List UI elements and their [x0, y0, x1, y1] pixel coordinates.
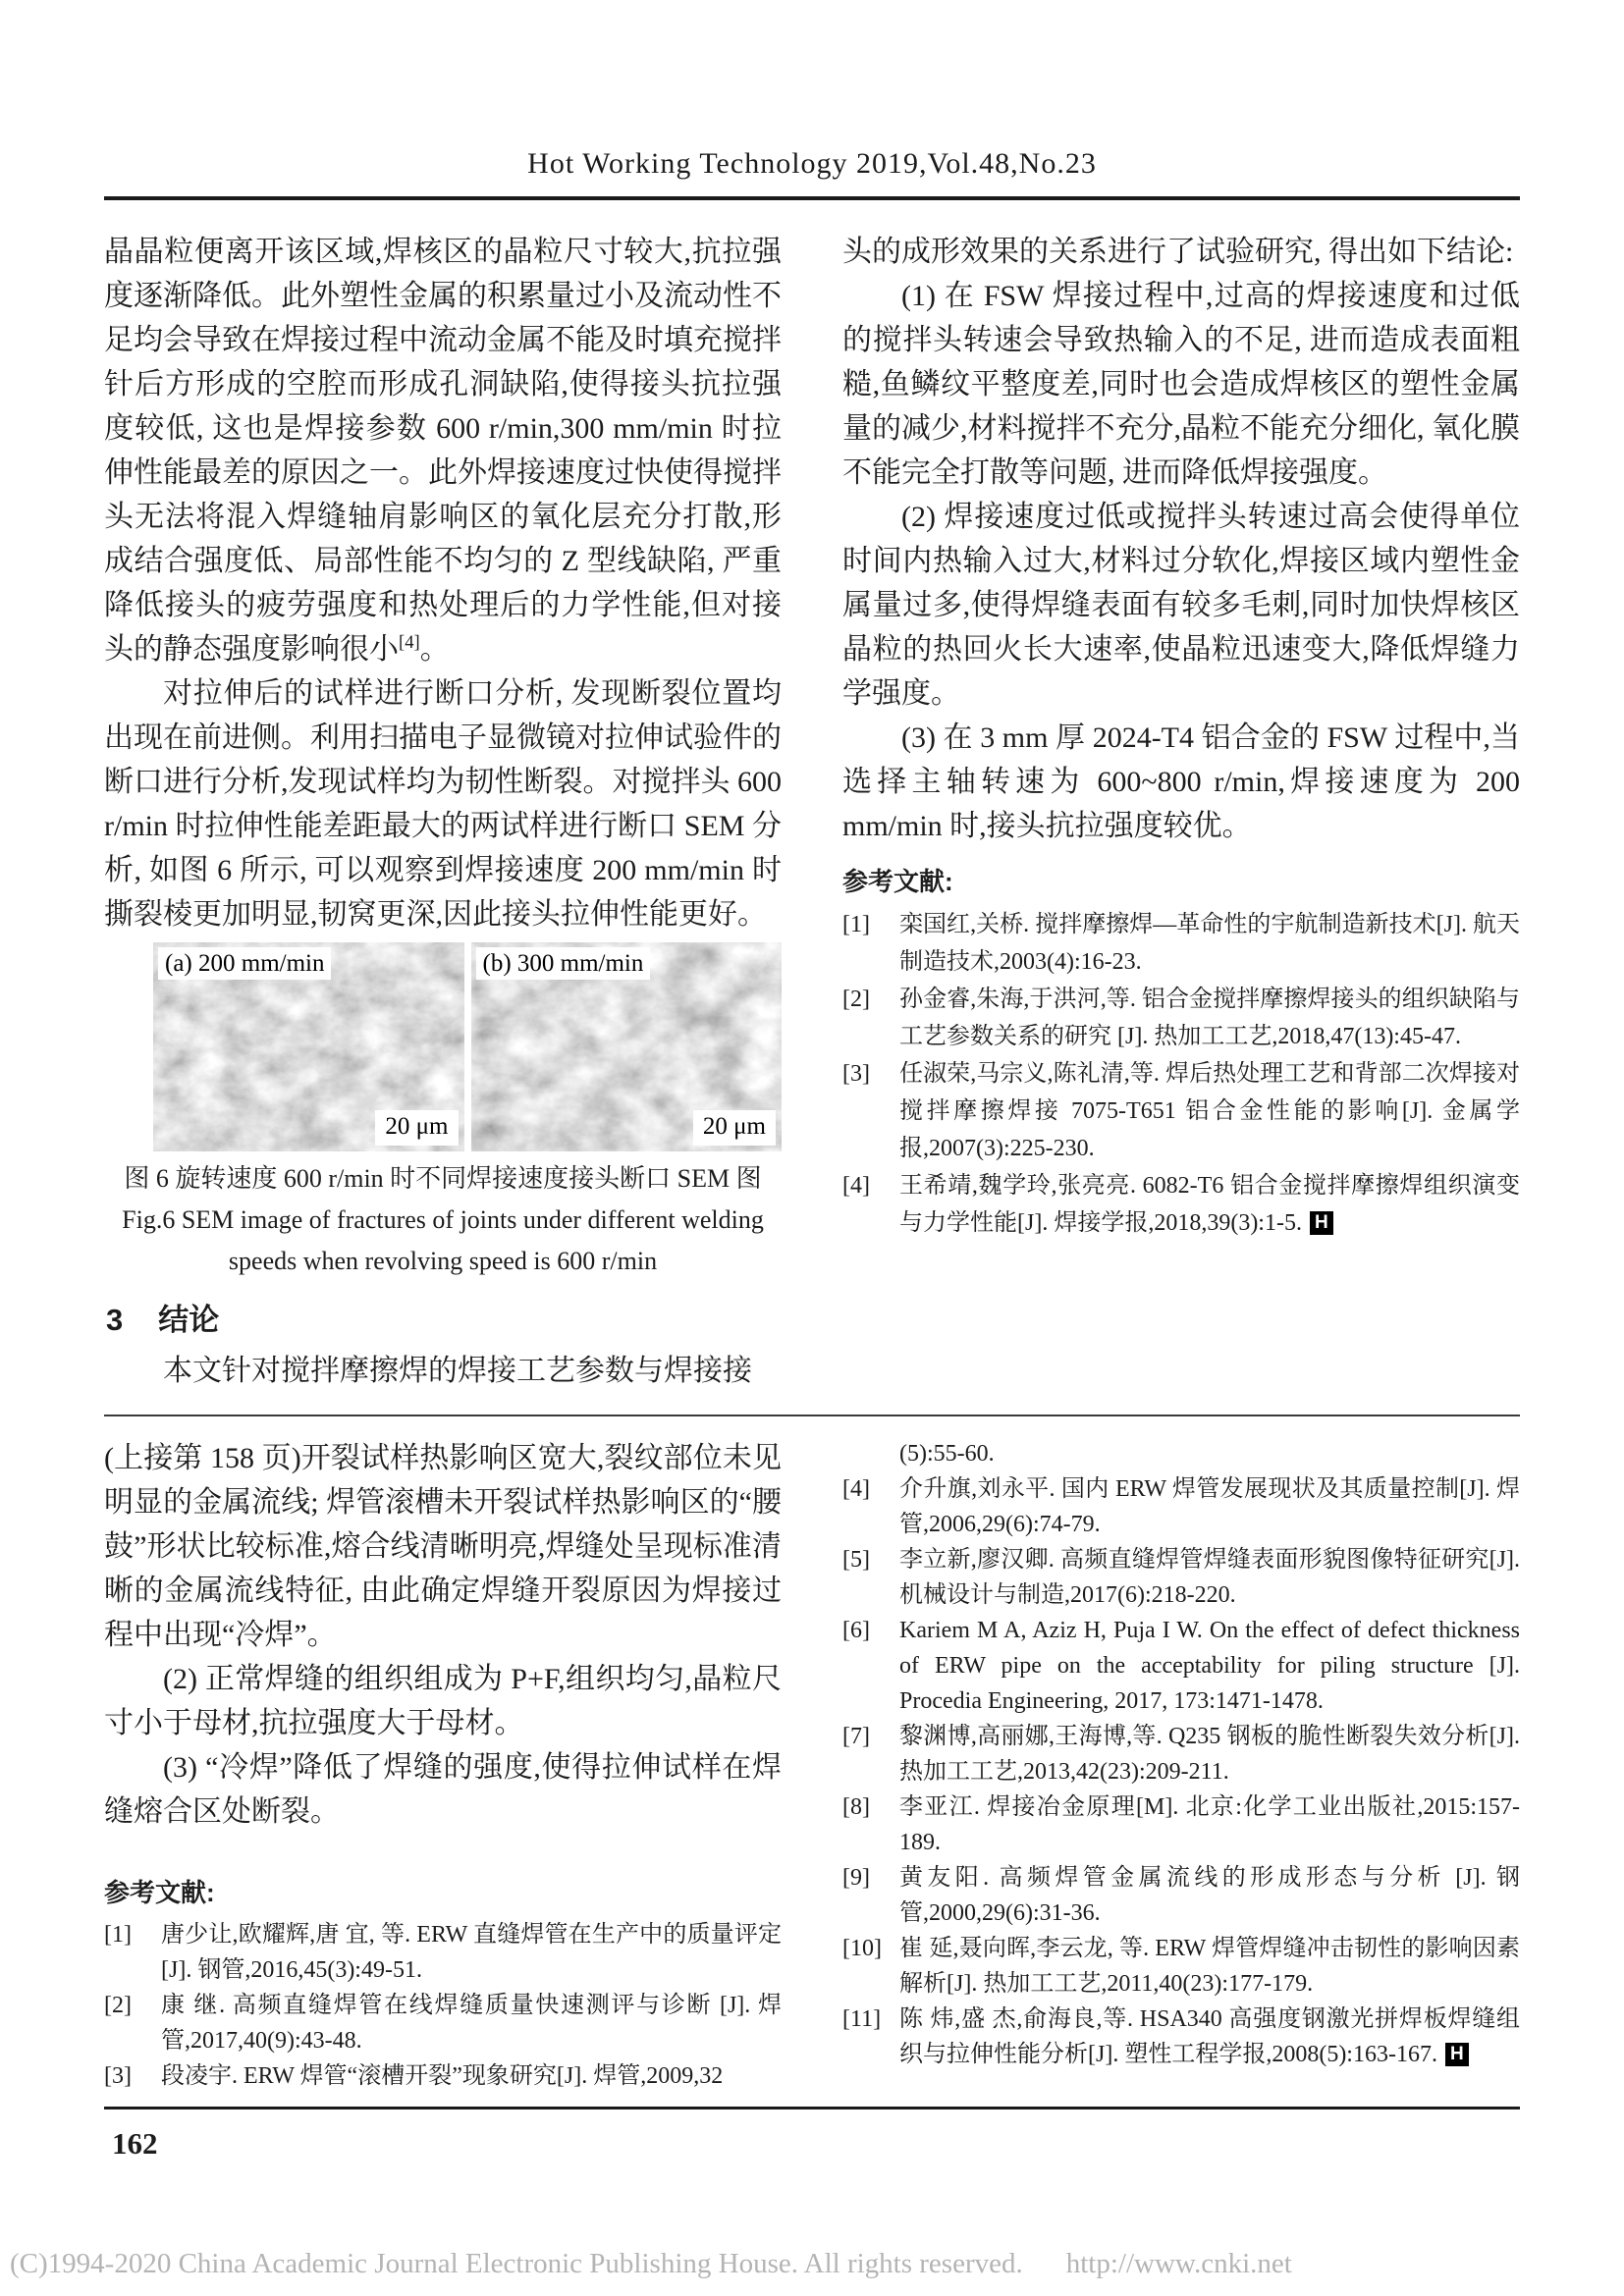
- reference-number: [1]: [842, 912, 870, 937]
- reference-number: [5]: [842, 1547, 870, 1573]
- reference-text: 崔 延,聂向晖,李云龙, 等. ERW 焊管焊缝冲击韧性的影响因素解析[J]. 热加工工艺,2011,40(23):177-179.: [899, 1936, 1520, 1997]
- reference-item: [842, 1542, 1520, 1613]
- reference-text: 王希靖,魏学玲,张亮亮. 6082-T6 铝合金搅拌摩擦焊组织演变与力学性能[J]. 焊接学报,2018,39(3):1-5. H: [899, 1173, 1520, 1236]
- reference-number: [7]: [842, 1724, 870, 1749]
- reference-number: [3]: [842, 1061, 870, 1087]
- scale-bar-b: [693, 1110, 776, 1146]
- reference-continuation: (5):55-60.: [899, 1441, 995, 1467]
- reference-number: [3]: [104, 2063, 132, 2089]
- paragraph: (3) 在 3 mm 厚 2024-T4 铝合金的 FSW 过程中,当选择主轴转速为 600~800 r/min,焊接速度为 200 mm/min 时,接头抗拉强度较优。: [842, 721, 1520, 842]
- figure-6: [153, 942, 782, 1151]
- reference-number: [8]: [842, 1794, 870, 1820]
- references-list: [104, 1917, 782, 2094]
- sem-image-a: [153, 942, 464, 1151]
- section-number: 3: [106, 1303, 124, 1337]
- reference-item: [104, 2058, 782, 2094]
- reference-item: [842, 2002, 1520, 2072]
- reference-number: [2]: [842, 987, 870, 1012]
- reference-text: 李亚江. 焊接冶金原理[M]. 北京:化学工业出版社,2015:157-189.: [899, 1794, 1520, 1855]
- paragraph: (1) 在 FSW 焊接过程中,过高的焊接速度和过低的搅拌头转速会导致热输入的不足, 进而造成表面粗糙,鱼鳞纹平整度差,同时也会造成焊核区的塑性金属量的减少,材料搅拌不充分,晶粒不能充分细化, 氧化膜不能完全打散等问题, 进而降低焊接强度。: [842, 280, 1520, 489]
- scale-text-a: 20 μm: [385, 1113, 449, 1140]
- scale-text-b: 20 μm: [702, 1113, 766, 1140]
- sem-label-a: (a) 200 mm/min: [158, 947, 331, 980]
- footer-copyright-line: [10, 2248, 1292, 2280]
- reference-item: [842, 981, 1520, 1055]
- section-title: 结论: [158, 1303, 220, 1337]
- scale-bar-a: [375, 1110, 458, 1146]
- paragraph: 头的成形效果的关系进行了试验研究, 得出如下结论:: [842, 236, 1514, 268]
- reference-text: 唐少让,欧耀辉,唐 宜, 等. ERW 直缝焊管在生产中的质量评定[J]. 钢管,2016,45(3):49-51.: [161, 1922, 782, 1983]
- reference-item: [842, 1613, 1520, 1719]
- reference-text: 段凌宇. ERW 焊管“滚槽开裂”现象研究[J]. 焊管,2009,32: [161, 2063, 724, 2089]
- reference-text: 黎渊博,高丽娜,王海博,等. Q235 钢板的脆性断裂失效分析[J]. 热加工工艺,2013,42(23):209-211.: [899, 1724, 1520, 1785]
- references-list: [842, 1471, 1520, 2072]
- reference-item: [842, 1719, 1520, 1789]
- references-heading: 参考文献:: [104, 1878, 215, 1907]
- figure-caption-en-line1: Fig.6 SEM image of fractures of joints under different welding: [122, 1205, 764, 1234]
- reference-number: [6]: [842, 1618, 870, 1643]
- paragraph-text: 。: [419, 633, 450, 666]
- reference-text: 陈 炜,盛 杰,俞海良,等. HSA340 高强度钢激光拼焊板焊缝组织与拉伸性能分析[J]. 塑性工程学报,2008(5):163-167. H: [899, 2006, 1520, 2067]
- article-end-mark-icon: H: [1310, 1211, 1333, 1235]
- reference-number: [10]: [842, 1936, 882, 1961]
- reference-text: 李立新,廖汉卿. 高频直缝焊管焊缝表面形貌图像特征研究[J]. 机械设计与制造,2017(6):218-220.: [899, 1547, 1520, 1608]
- reference-item: [842, 1789, 1520, 1860]
- paragraph: [104, 230, 782, 671]
- reference-number: [11]: [842, 2006, 882, 2032]
- reference-item: [842, 1931, 1520, 2002]
- reference-text: 任淑荣,马宗义,陈礼清,等. 焊后热处理工艺和背部二次焊接对搅拌摩擦焊接 7075-T651 铝合金性能的影响[J]. 金属学报,2007(3):225-230.: [899, 1061, 1520, 1161]
- header-rule: [104, 196, 1520, 200]
- bottom-left-column: [104, 1436, 782, 2094]
- top-right-column: [842, 230, 1520, 1393]
- page-number: 162: [112, 2126, 158, 2161]
- reference-number: [1]: [104, 1922, 132, 1948]
- cnki-url: http://www.cnki.net: [1065, 2248, 1292, 2279]
- top-section: [104, 230, 1520, 1393]
- bottom-section: [104, 1436, 1520, 2094]
- reference-number: [2]: [104, 1993, 132, 2018]
- figure-caption-en-line2: speeds when revolving speed is 600 r/min: [228, 1247, 658, 1275]
- reference-item: [104, 1917, 782, 1988]
- top-left-column: [104, 230, 782, 1393]
- reference-number: [4]: [842, 1173, 870, 1199]
- reference-text: 孙金睿,朱海,于洪河,等. 铝合金搅拌摩擦焊接头的组织缺陷与工艺参数关系的研究 [J]. 热加工工艺,2018,47(13):45-47.: [899, 987, 1520, 1049]
- references-list: [842, 906, 1520, 1242]
- paragraph-text: 晶晶粒便离开该区域,焊核区的晶粒尺寸较大,抗拉强度逐渐降低。此外塑性金属的积累量过小及流动性不足均会导致在焊接过程中流动金属不能及时填充搅拌针后方形成的空腔而形成孔洞缺陷,使得接头抗拉强度较低, 这也是焊接参数 600 r/min,300 mm/min 时拉伸性能最差的原因之一。此外焊接速度过快使得搅拌头无法将混入焊缝轴肩影响区的氧化层充分打散,形成结合强度低、局部性能不均匀的 Z 型线缺陷, 严重降低接头的疲劳强度和热处理后的力学性能,但对接头的静态强度影响很小: [104, 236, 782, 666]
- reference-item: [842, 1167, 1520, 1242]
- reference-text: 介升旗,刘永平. 国内 ERW 焊管发展现状及其质量控制[J]. 焊管,2006,29(6):74-79.: [899, 1476, 1520, 1537]
- reference-text: 康 继. 高频直缝焊管在线焊缝质量快速测评与诊断 [J]. 焊管,2017,40(9):43-48.: [161, 1993, 782, 2054]
- reference-item: [842, 1860, 1520, 1931]
- footer-rule: [104, 2107, 1520, 2109]
- section-divider-rule: [104, 1415, 1520, 1416]
- reference-text: 栾国红,关桥. 搅拌摩擦焊—革命性的宇航制造新技术[J]. 航天制造技术,2003(4):16-23.: [899, 912, 1520, 975]
- page-content: [104, 0, 1520, 2094]
- paragraph: 本文针对搅拌摩擦焊的焊接工艺参数与焊接接: [163, 1355, 752, 1387]
- paragraph: (3) “冷焊”降低了焊缝的强度,使得拉伸试样在焊缝熔合区处断裂。: [104, 1751, 782, 1828]
- reference-item: [842, 1055, 1520, 1167]
- bottom-right-column: [842, 1436, 1520, 2094]
- reference-item: [104, 1988, 782, 2058]
- citation-superscript: [4]: [399, 632, 420, 653]
- paragraph: 对拉伸后的试样进行断口分析, 发现断裂位置均出现在前进侧。利用扫描电子显微镜对拉伸试验件的断口进行分析,发现试样均为韧性断裂。对搅拌头 600 r/min 时拉伸性能差距最大的两试样进行断口 SEM 分析, 如图 6 所示, 可以观察到焊接速度 200 mm/min 时撕裂棱更加明显,韧窝更深,因此接头拉伸性能更好。: [104, 677, 782, 931]
- section-heading-conclusions: [106, 1295, 782, 1339]
- paragraph: (上接第 158 页)开裂试样热影响区宽大,裂纹部位未见明显的金属流线; 焊管滚槽未开裂试样热影响区的“腰鼓”形状比较标准,熔合线清晰明亮,焊缝处呈现标准清晰的金属流线特征, 由此确定焊缝开裂原因为焊接过程中出现“冷焊”。: [104, 1442, 782, 1651]
- reference-text: Kariem M A, Aziz H, Puja I W. On the effect of defect thickness of ERW pipe on the acceptability for piling structure [J]. Procedia Engineering, 2017, 173:1471-1478.: [899, 1618, 1520, 1714]
- figure-caption-zh: 图 6 旋转速度 600 r/min 时不同焊接速度接头断口 SEM 图: [124, 1164, 762, 1193]
- paragraph: (2) 焊接速度过低或搅拌头转速过高会使得单位时间内热输入过大,材料过分软化,焊接区域内塑性金属量过多,使得焊缝表面有较多毛刺,同时加快焊核区晶粒的热回火长大速率,使晶粒迅速变大,降低焊缝力学强度。: [842, 501, 1520, 710]
- article-end-mark-icon: H: [1445, 2043, 1469, 2066]
- journal-header-title: Hot Working Technology 2019,Vol.48,No.23: [527, 147, 1097, 180]
- reference-number: [9]: [842, 1865, 870, 1891]
- reference-item: [842, 1471, 1520, 1542]
- sem-image-b: [471, 942, 783, 1151]
- sem-label-b: (b) 300 mm/min: [476, 947, 651, 980]
- copyright-text: (C)1994-2020 China Academic Journal Electronic Publishing House. All rights reserved.: [10, 2248, 1023, 2279]
- reference-number: [4]: [842, 1476, 870, 1502]
- reference-item: [842, 906, 1520, 981]
- paragraph: (2) 正常焊缝的组织组成为 P+F,组织均匀,晶粒尺寸小于母材,抗拉强度大于母材。: [104, 1663, 782, 1739]
- reference-text: 黄友阳. 高频焊管金属流线的形成形态与分析 [J]. 钢管,2000,29(6):31-36.: [899, 1865, 1520, 1926]
- references-heading: 参考文献:: [842, 867, 953, 896]
